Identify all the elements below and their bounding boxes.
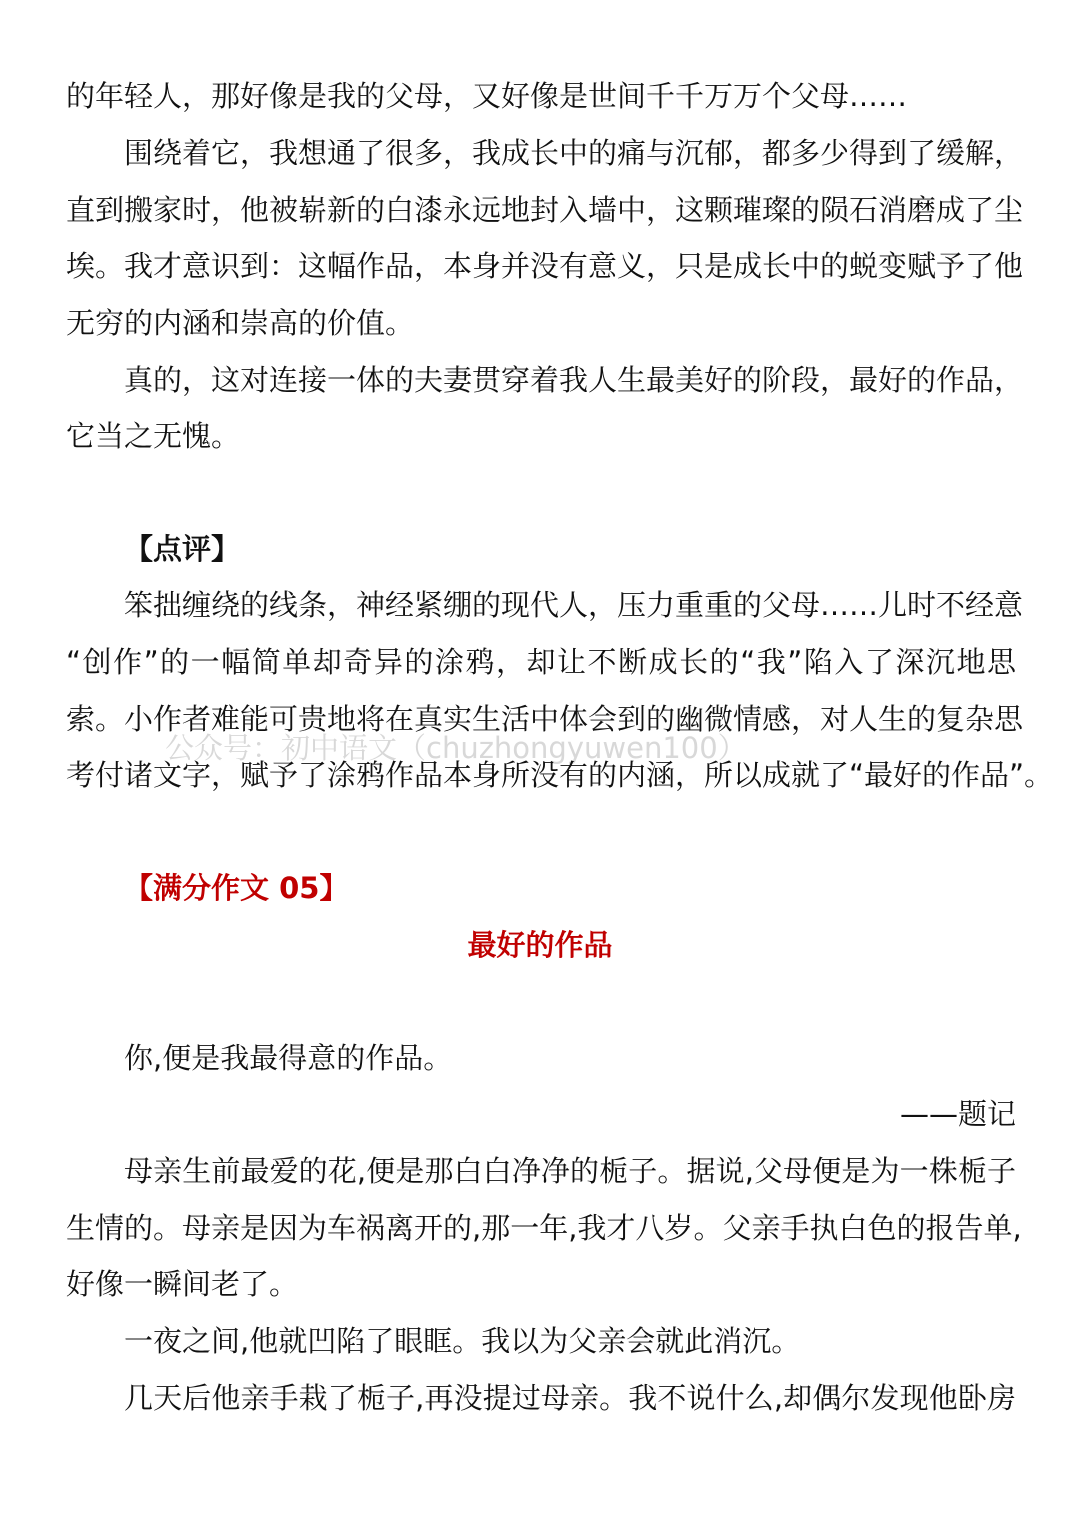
comment-heading: 【点评】: [124, 532, 241, 566]
comment-line: 索。小作者难能可贵地将在真实生活中体会到的幽微情感，对人生的复杂思: [66, 702, 1024, 736]
paragraph-line: 真的，这对连接一体的夫妻贯穿着我人生最美好的阶段，最好的作品，: [124, 363, 1024, 397]
essay-line: 好像一瞬间老了。: [66, 1267, 299, 1301]
essay-label: 【满分作文 05】: [124, 871, 349, 905]
comment-line: 笨拙缠绕的线条，神经紧绷的现代人，压力重重的父母……儿时不经意: [124, 588, 1024, 622]
watermark-text: 公众号：初中语文（chuzhongyuwen100）: [165, 731, 747, 765]
essay-line: 一夜之间,他就凹陷了眼眶。我以为父亲会就此消沉。: [124, 1324, 801, 1358]
epigraph-source: ——题记: [899, 1097, 1016, 1131]
essay-line: 母亲生前最爱的花,便是那白白净净的栀子。据说,父母便是为一株栀子: [124, 1154, 1016, 1188]
essay-title: 最好的作品: [467, 928, 613, 962]
paragraph-line: 的年轻人，那好像是我的父母，又好像是世间千千万万个父母……: [66, 79, 908, 113]
paragraph-line: 直到搬家时，他被崭新的白漆永远地封入墙中，这颗璀璨的陨石消磨成了尘: [66, 193, 1024, 227]
essay-line: 几天后他亲手栽了栀子,再没提过母亲。我不说什么,却偶尔发现他卧房: [124, 1381, 1016, 1415]
paragraph-line: 它当之无愧。: [66, 419, 241, 453]
comment-line: 考付诸文字，赋予了涂鸦作品本身所没有的内涵，所以成就了“最好的作品”。: [66, 758, 1054, 792]
paragraph-line: 无穷的内涵和崇高的价值。: [66, 306, 415, 340]
comment-line: “创作”的一幅简单却奇异的涂鸦，却让不断成长的“我”陷入了深沉地思: [66, 645, 1016, 679]
epigraph: 你,便是我最得意的作品。: [124, 1041, 453, 1075]
paragraph-line: 埃。我才意识到：这幅作品，本身并没有意义，只是成长中的蜕变赋予了他: [66, 249, 1024, 283]
essay-line: 生情的。母亲是因为车祸离开的,那一年,我才八岁。父亲手执白色的报告单,: [66, 1211, 1022, 1245]
paragraph-line: 围绕着它，我想通了很多，我成长中的痛与沉郁，都多少得到了缓解，: [124, 136, 1024, 170]
